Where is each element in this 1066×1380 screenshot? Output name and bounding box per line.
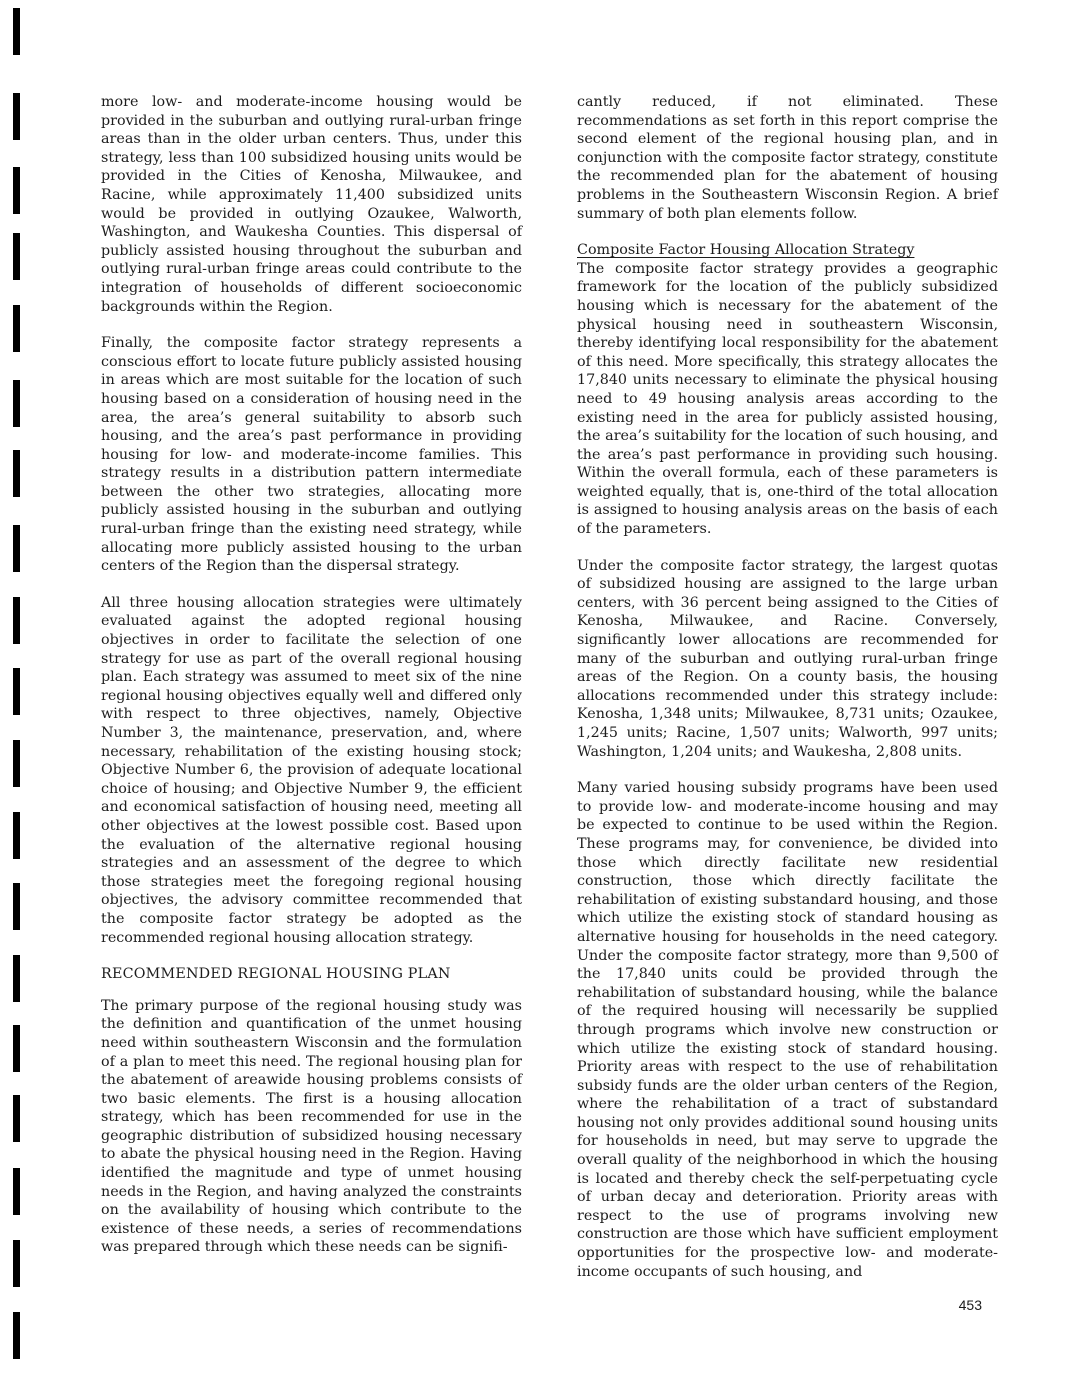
binding-mark — [13, 597, 20, 644]
binding-mark — [13, 668, 20, 715]
binding-mark — [13, 305, 20, 352]
paragraph: cantly reduced, if not eliminated. These recommendations as set forth in this report comprise the second element of the regional housing plan, and in conjunction with the composite factor strategy, constitute the recommended plan for the abatement of housing problems in the Southeastern Wisconsin Region. A brief summary of both plan elements follow. — [577, 94, 998, 222]
binding-mark — [13, 8, 20, 55]
paragraph: more low- and moderate-income housing would be provided in the suburban and outlying rural-urban fringe areas than in the older urban centers. Thus, under this strategy, less than 100 subsidized housing units would be provided in the Cities of Kenosha, Milwaukee, and Racine, while approximately 11,400 subsidized units would be provided in outlying Ozaukee, Walworth, Washington, and Waukesha Counties. This dispersal of publicly assisted housing throughout the suburban and outlying rural-urban fringe areas could contribute to the integration of households of different socioeconomic backgrounds within the Region. — [101, 94, 522, 315]
binding-mark — [13, 1240, 20, 1287]
binding-mark — [13, 955, 20, 1002]
binding-mark — [13, 167, 20, 214]
subsection-heading: Composite Factor Housing Allocation Strategy — [577, 242, 915, 259]
paragraph: Under the composite factor strategy, the largest quotas of subsidized housing are assigned to the large urban centers, with 36 percent being assigned to the Cities of Kenosha, Milwaukee, and Racine. Conversely, significantly lower allocations are recommended for many of the suburban and outlying rural-urban fringe areas of the Region. On a county basis, the housing allocations recommended under this strategy include: Kenosha, 1,348 units; Milwaukee, 8,731 units; Ozaukee, 1,245 units; Racine, 1,507 units; Walworth, 997 units; Washington, 1,204 units; and Waukesha, 2,808 units. — [577, 557, 998, 760]
binding-mark — [13, 812, 20, 859]
paragraph: The composite factor strategy provides a geographic framework for the location of the publicly subsidized housing which is necessary for the abatement of the physical housing need in southeastern Wisconsin, thereby identifying local responsibility for the abatement of this need. More specifically, this strategy allocates the 17,840 units necessary to eliminate the physical housing need to 49 housing analysis areas according to the existing need in the area for publicly assisted housing, the area’s suitability for the location of such housing, and the area’s past performance in providing such housing. Within the overall formula, each of these parameters is weighted equally, that is, one-third of the total allocation is assigned to housing analysis areas on the basis of each of the parameters. — [577, 260, 998, 538]
section-heading: RECOMMENDED REGIONAL HOUSING PLAN — [101, 966, 451, 983]
binding-mark — [13, 450, 20, 497]
binding-mark — [13, 883, 20, 930]
binding-mark — [13, 1025, 20, 1072]
binding-mark — [13, 525, 20, 572]
binding-mark — [13, 380, 20, 427]
right-column — [577, 93, 998, 1281]
paragraph: Finally, the composite factor strategy represents a conscious effort to locate future publicly assisted housing in areas which are most suitable for the location of such housing based on a consideration of housing need in the area, the area’s general suitability to absorb such housing, and the area’s past performance in providing housing for low- and moderate-income families. This strategy results in a distribution pattern intermediate between the other two strategies, allocating more publicly assisted housing in the suburban and outlying rural-urban fringe than the existing need strategy, while allocating more publicly assisted housing to the urban centers of the Region than the dispersal strategy. — [101, 335, 522, 575]
binding-mark — [13, 1312, 20, 1359]
paragraph: The primary purpose of the regional housing study was the definition and quantification of the unmet housing need within southeastern Wisconsin and the formulation of a plan to meet this need. The regional housing plan for the abatement of areawide housing problems consists of two basic elements. The first is a housing allocation strategy, which has been recommended for use in the geographic distribution of subsidized housing necessary to abate the physical housing need in the Region. Having identified the magnitude and type of unmet housing needs in the Region, and having analyzed the constraints on the availability of housing which contribute to the existence of these needs, a series of recommendations was prepared through which these needs can be signifi- — [101, 997, 522, 1256]
binding-mark — [13, 93, 20, 140]
binding-mark — [13, 233, 20, 280]
binding-mark — [13, 740, 20, 787]
binding-mark — [13, 1168, 20, 1215]
page-number: 453 — [958, 1297, 982, 1313]
paragraph: Many varied housing subsidy programs have been used to provide low- and moderate-income housing and may be expected to continue to be used within the Region. These programs may, for convenience, be divided into those which directly facilitate new residential construction, those which directly facilitate the rehabilitation of existing substandard housing, and those which utilize the existing stock of standard housing as alternative housing for households in the need category. Under the composite factor strategy, more than 9,500 of the 17,840 units could be provided through the rehabilitation of substandard housing, while the balance of the required housing will necessarily be supplied through programs which involve new construction or which utilize the existing stock of standard housing. Priority areas with respect to the use of rehabilitation subsidy funds are the older urban centers of the Region, where the rehabilitation of a tract of substandard housing not only provides additional sound housing units for households in need, but may serve to upgrade the overall quality of the neighborhood in which the housing is located and thereby check the self-perpetuating cycle of urban decay and deterioration. Priority areas with respect to the use of programs involving new construction are those which have sufficient employment opportunities for the prospective low- and moderate-income occupants of such housing, and — [577, 780, 998, 1280]
left-column — [101, 93, 522, 1257]
paragraph: All three housing allocation strategies were ultimately evaluated against the adopted regional housing objectives in order to facilitate the selection of one strategy for use as part of the overall regional housing plan. Each strategy was assumed to meet six of the nine regional housing objectives equally well and differed only with respect to three objectives, namely, Objective Number 3, the maintenance, preservation, and, where necessary, rehabilitation of the existing housing stock; Objective Number 6, the provision of adequate locational choice of housing; and Objective Number 9, the efficient and economical satisfaction of housing need, meeting all other objectives at the lowest possible cost. Based upon the evaluation of the alternative regional housing strategies and an assessment of the degree to which those strategies meet the foregoing regional housing objectives, the advisory committee recommended that the composite factor strategy be adopted as the recommended regional housing allocation strategy. — [101, 594, 522, 946]
binding-marks — [0, 0, 40, 1380]
binding-mark — [13, 1095, 20, 1142]
